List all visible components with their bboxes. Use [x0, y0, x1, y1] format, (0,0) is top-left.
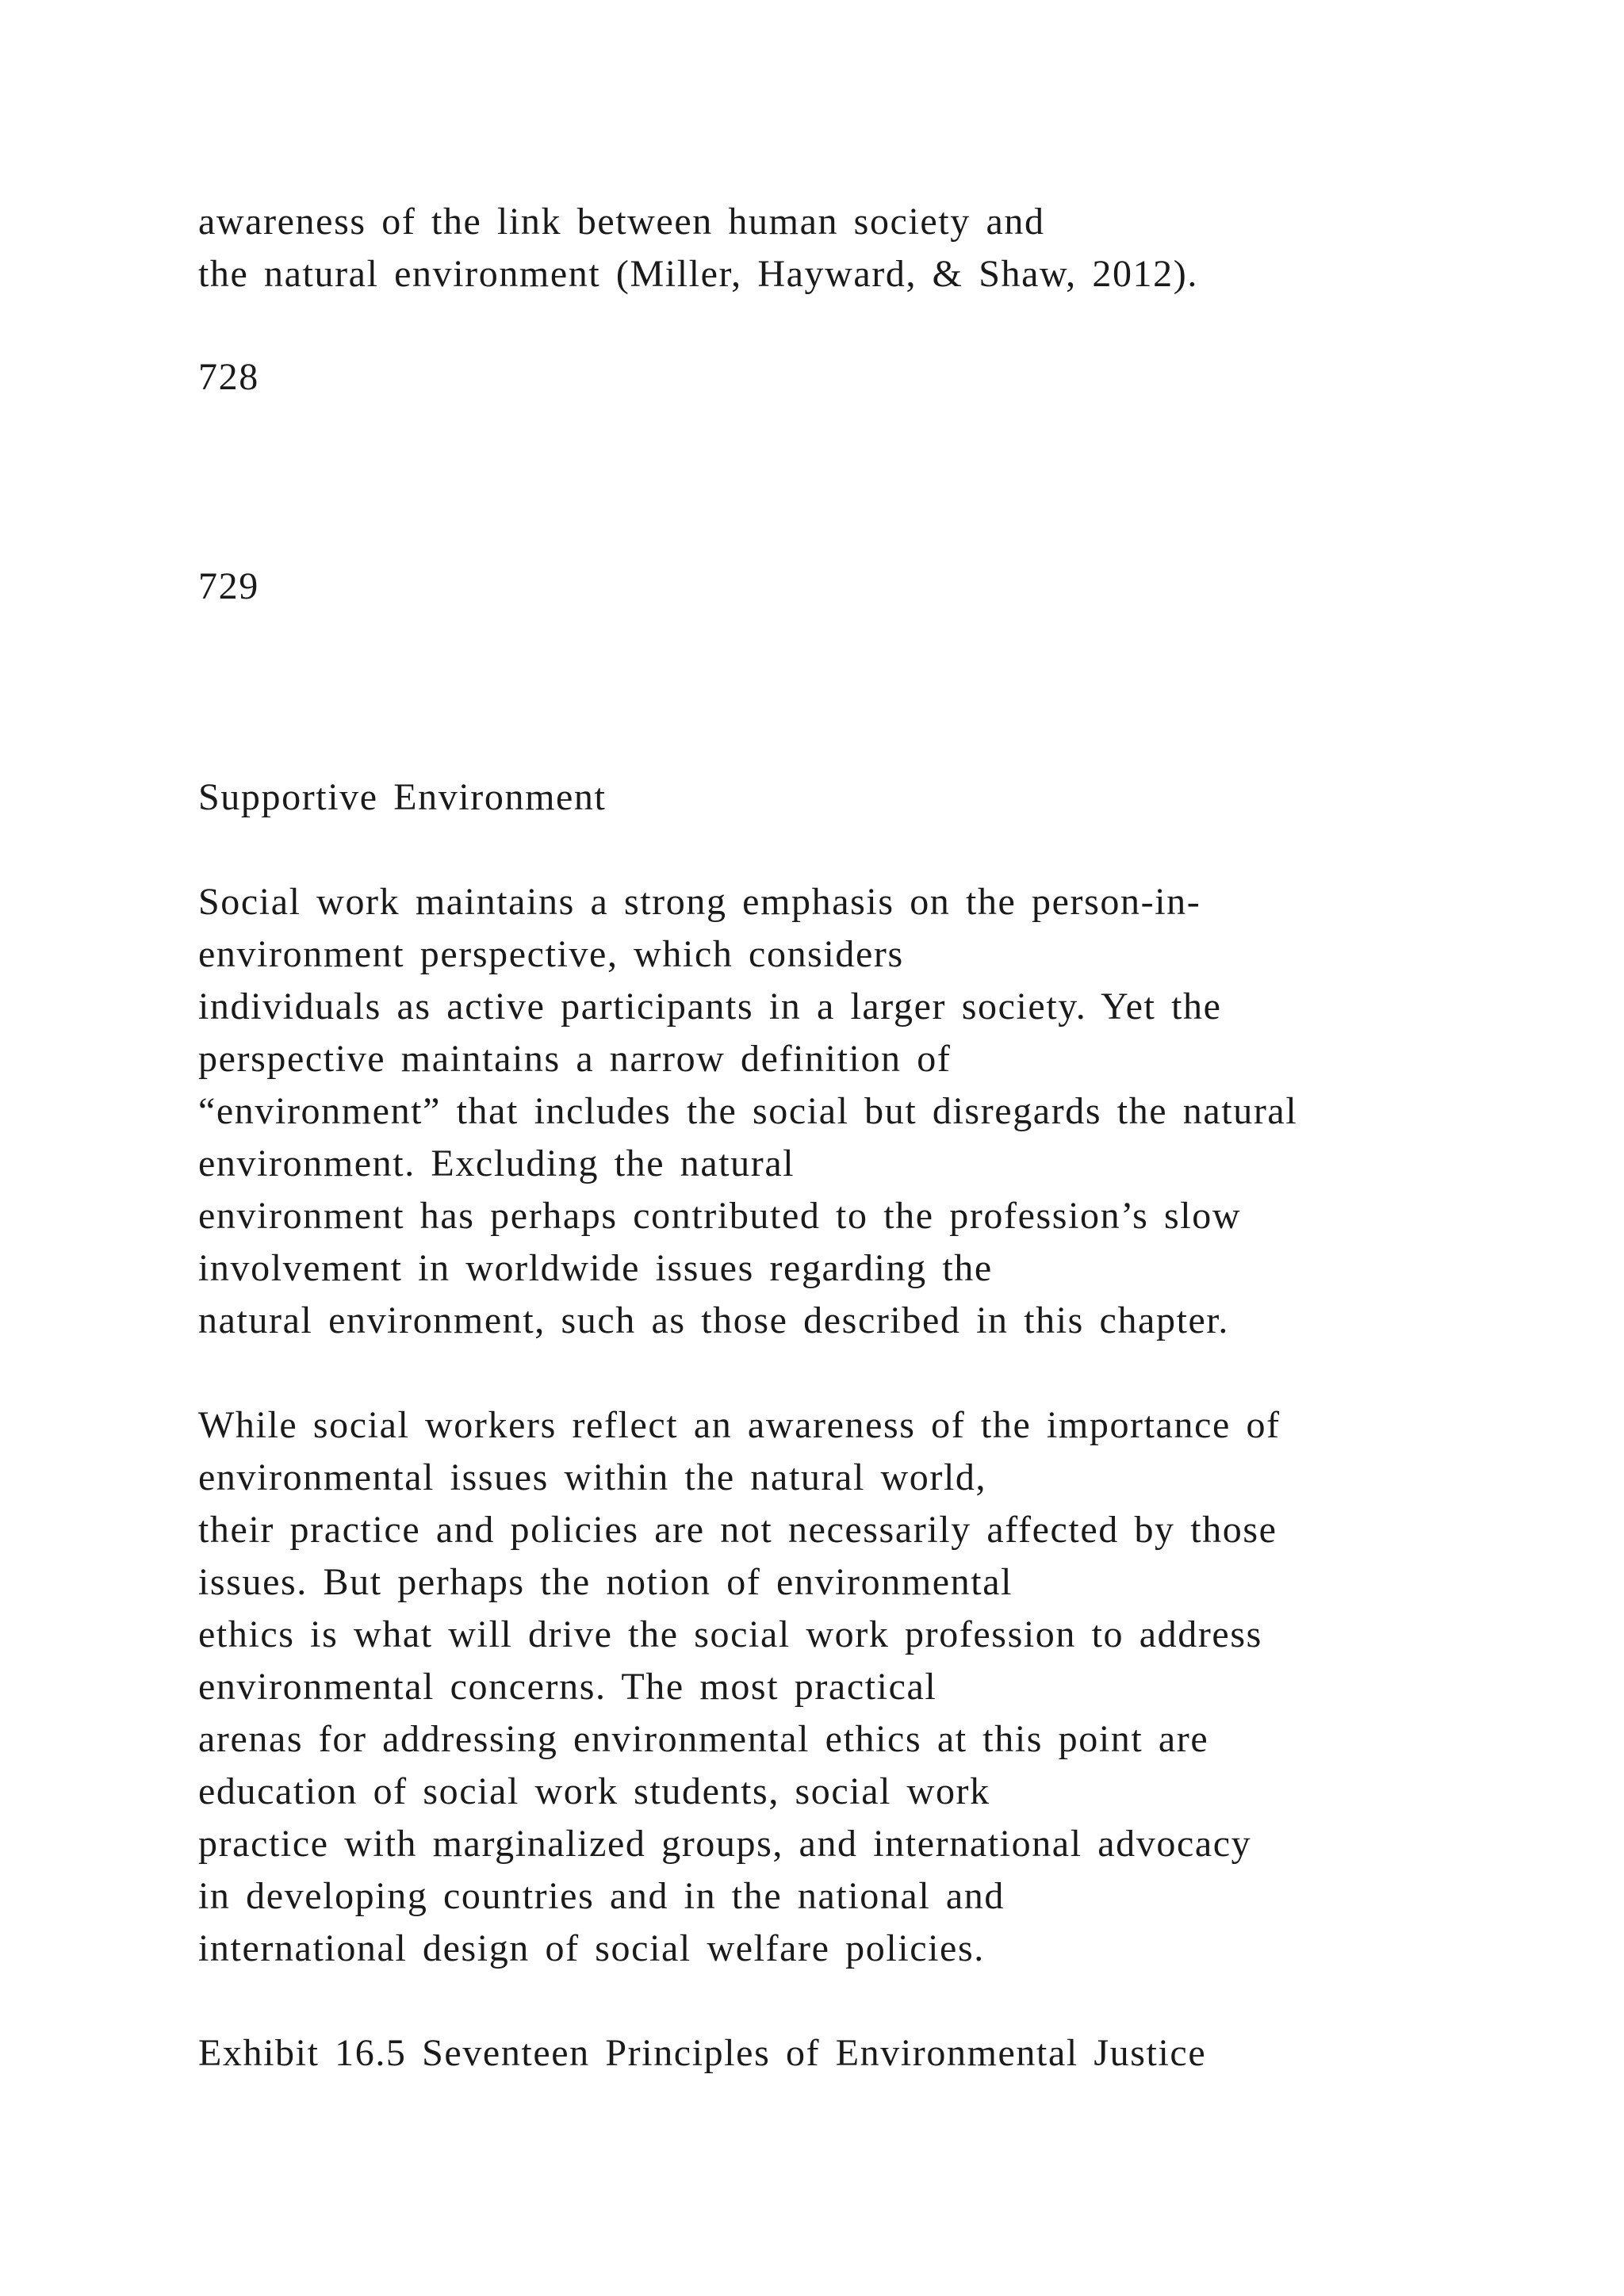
- paragraph-line: international design of social welfare policies.: [198, 1927, 985, 1969]
- paragraph-line: environment perspective, which considers: [198, 933, 904, 975]
- paragraph-line: issues. But perhaps the notion of environmental: [198, 1561, 1013, 1603]
- paragraph-line: environmental issues within the natural world,: [198, 1456, 987, 1498]
- paragraph-line: education of social work students, social work: [198, 1770, 990, 1812]
- paragraph-line: their practice and policies are not necessarily affected by those: [198, 1509, 1277, 1551]
- paragraph-line: environmental concerns. The most practical: [198, 1666, 937, 1708]
- paragraph-line: While social workers reflect an awareness of the importance of: [198, 1404, 1281, 1446]
- exhibit-title: Exhibit 16.5 Seventeen Principles of Environmental Justice: [198, 2032, 1207, 2074]
- paragraph-line: environment has perhaps contributed to the profession’s slow: [198, 1195, 1242, 1237]
- page-number: 729: [198, 565, 259, 607]
- intro-line: awareness of the link between human society and: [198, 201, 1045, 243]
- page-number: 728: [198, 356, 259, 398]
- intro-line: the natural environment (Miller, Hayward, & Shaw, 2012).: [198, 253, 1198, 295]
- section-heading: Supportive Environment: [198, 776, 607, 818]
- paragraph-line: Social work maintains a strong emphasis on the person-in-: [198, 881, 1201, 923]
- paragraph-line: involvement in worldwide issues regarding the: [198, 1247, 993, 1289]
- paragraph-line: in developing countries and in the national and: [198, 1875, 1005, 1917]
- paragraph-line: arenas for addressing environmental ethics at this point are: [198, 1718, 1209, 1760]
- paragraph-line: practice with marginalized groups, and international advocacy: [198, 1823, 1252, 1865]
- paragraph-line: natural environment, such as those described in this chapter.: [198, 1299, 1229, 1341]
- paragraph-line: ethics is what will drive the social work profession to address: [198, 1613, 1262, 1655]
- paragraph-line: individuals as active participants in a larger society. Yet the: [198, 985, 1222, 1027]
- paragraph-line: perspective maintains a narrow definition of: [198, 1038, 952, 1080]
- paragraph-line: environment. Excluding the natural: [198, 1142, 795, 1184]
- paragraph-line: “environment” that includes the social but disregards the natural: [198, 1090, 1298, 1132]
